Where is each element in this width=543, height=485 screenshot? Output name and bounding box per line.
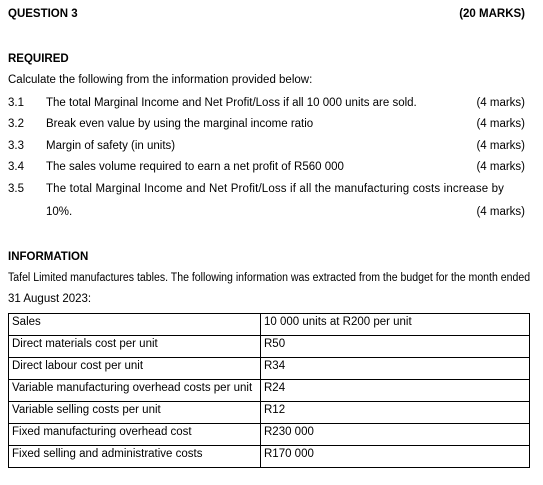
information-table [8,313,530,468]
information-text-line2: 31 August 2023: [8,293,92,305]
item-marks: (4 marks) [476,140,525,152]
row-label: Variable manufacturing overhead costs per unit [9,380,261,402]
item-text: The total Marginal Income and Net Profit/Loss if all the manufacturing costs increase by [46,183,505,195]
item-number: 3.2 [8,118,24,130]
item-text-continued: 10%. [46,206,73,218]
table-row [9,336,530,358]
item-marks: (4 marks) [476,97,525,109]
item-text: The sales volume required to earn a net profit of R560 000 [46,161,344,173]
information-text-line1: Tafel Limited manufactures tables. The following information was extracted from the budget for the month ended [8,272,531,284]
item-number: 3.3 [8,140,24,152]
information-heading: INFORMATION [8,251,89,263]
item-text: The total Marginal Income and Net Profit/Loss if all 10 000 units are sold. [46,97,417,109]
row-label: Fixed selling and administrative costs [9,446,261,468]
row-label: Sales [9,314,261,336]
item-number: 3.5 [8,183,24,195]
row-label: Variable selling costs per unit [9,402,261,424]
row-label: Direct labour cost per unit [9,358,261,380]
table-row [9,358,530,380]
row-value: R170 000 [261,446,530,468]
required-intro: Calculate the following from the information provided below: [8,74,313,86]
question-title: QUESTION 3 [8,8,78,20]
item-marks: (4 marks) [476,118,525,130]
required-heading: REQUIRED [8,53,69,65]
row-value: 10 000 units at R200 per unit [261,314,530,336]
table-row [9,380,530,402]
row-value: R230 000 [261,424,530,446]
table-row [9,424,530,446]
row-label: Fixed manufacturing overhead cost [9,424,261,446]
item-text: Margin of safety (in units) [46,140,176,152]
table-row [9,446,530,468]
table-row [9,314,530,336]
row-label: Direct materials cost per unit [9,336,261,358]
item-number: 3.1 [8,97,24,109]
table-row [9,402,530,424]
row-value: R34 [261,358,530,380]
row-value: R50 [261,336,530,358]
row-value: R12 [261,402,530,424]
row-value: R24 [261,380,530,402]
item-text: Break even value by using the marginal income ratio [46,118,314,130]
item-number: 3.4 [8,161,24,173]
item-marks: (4 marks) [476,206,525,218]
question-marks: (20 MARKS) [459,8,525,20]
item-marks: (4 marks) [476,161,525,173]
